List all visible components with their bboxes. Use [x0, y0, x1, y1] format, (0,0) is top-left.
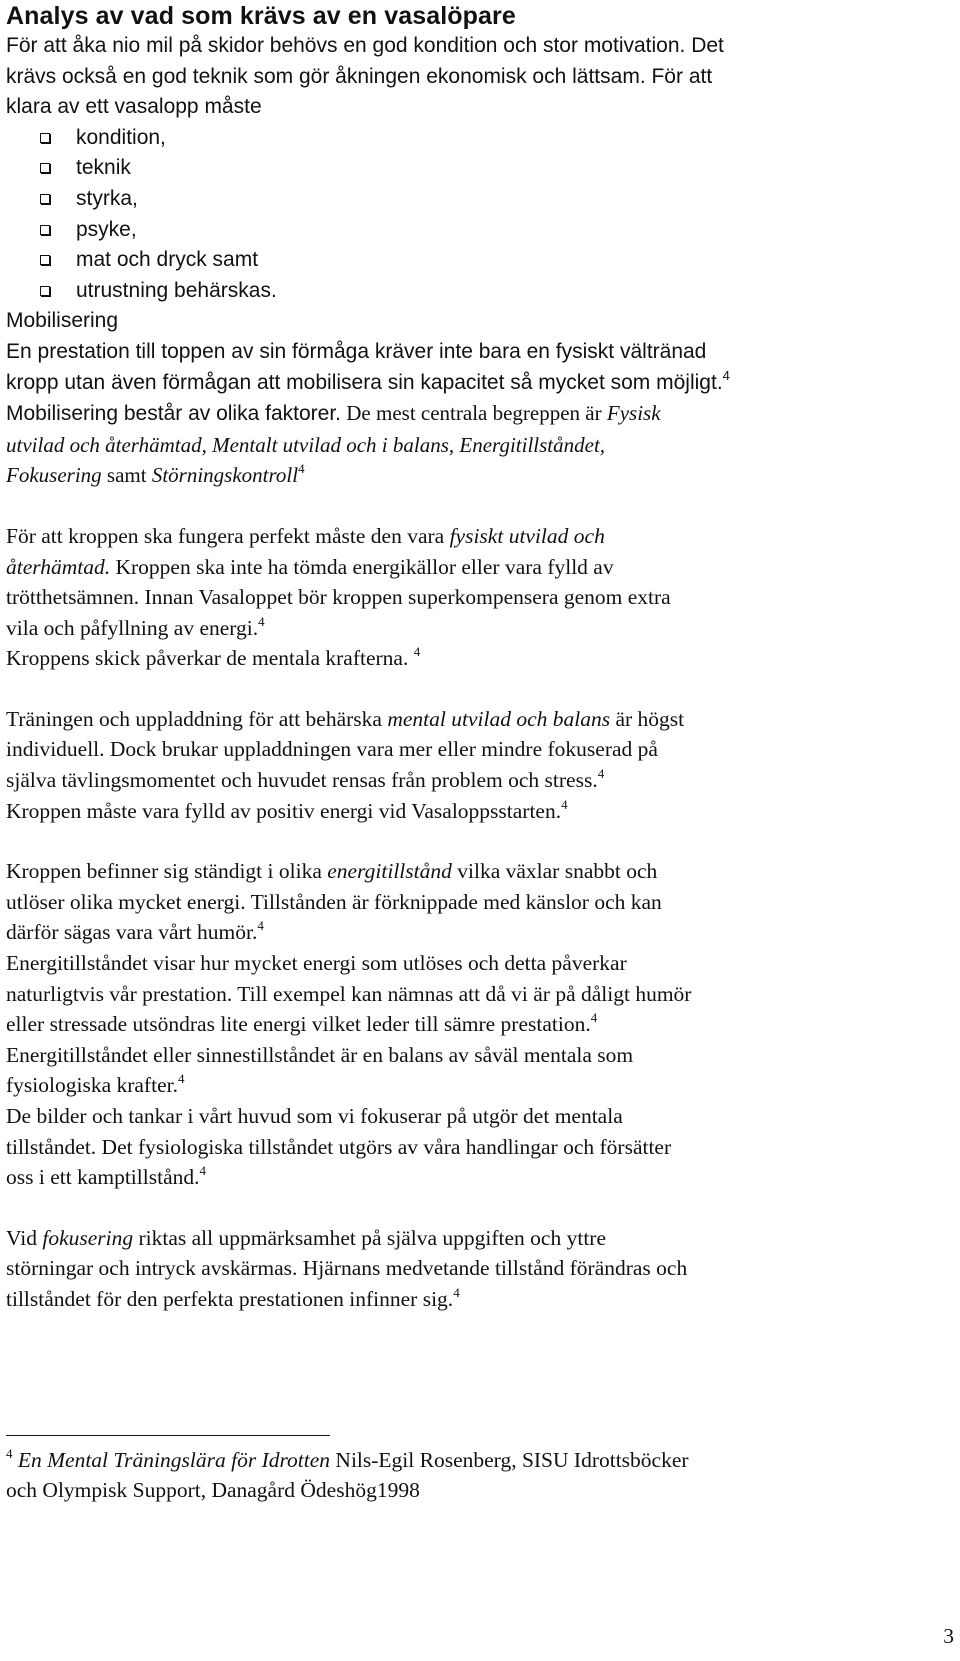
text-span: fysiologiska krafter. — [6, 1073, 178, 1098]
intro-line: För att åka nio mil på skidor behövs en god kondition och stor motivation. Det — [6, 34, 724, 57]
italic-terms-line: utvilad och återhämtad, Mentalt utvilad och i balans, Energitillståndet, — [6, 432, 606, 457]
text-line — [6, 1009, 936, 1040]
intro-line: krävs också en god teknik som gör åkningen ekonomisk och lättsam. För att — [6, 64, 713, 88]
footnote-ref: 4 — [453, 1284, 460, 1300]
checkbox-bullet-icon — [40, 194, 50, 204]
text-line — [6, 704, 936, 735]
text-span: själva tävlingsmomentet och huvudet rensas från problem och stress. — [6, 768, 598, 793]
page-number: 3 — [943, 1624, 954, 1648]
text-span: kropp utan även förmågan att mobilisera sin kapacitet så mycket som möjligt. — [6, 370, 723, 394]
text-line: Energitillståndet visar hur mycket energi som utlöses och detta påverkar — [6, 951, 627, 976]
footnote-ref: 4 — [590, 1010, 598, 1026]
text-span: Vid — [6, 1225, 43, 1250]
list-item — [40, 123, 936, 154]
text-span: eller stressade utsöndras lite energi vilket leder till sämre prestation. — [6, 1012, 591, 1037]
intro-paragraph — [6, 31, 936, 123]
text-line — [6, 917, 936, 948]
text-span: riktas all uppmärksamhet på själva uppgiften och yttre — [133, 1225, 606, 1250]
text-line: tillståndet. Det fysiologiska tillståndet utgörs av våra handlingar och försätter — [6, 1134, 672, 1159]
text-span: Kroppen ska inte ha tömda energikällor eller vara fylld av — [110, 554, 614, 579]
list-item-label: psyke, — [76, 217, 137, 241]
text-line: störningar och intryck avskärmas. Hjärnans medvetande tillstånd förändras och — [6, 1256, 688, 1281]
text-line: utlöser olika mycket energi. Tillstånden är förknippade med känslor och kan — [6, 889, 662, 914]
text-span: vila och påfyllning av energi. — [6, 615, 259, 640]
paragraph-fokusering — [6, 1223, 936, 1315]
footnote-divider — [6, 1435, 330, 1436]
text-span: samt — [101, 463, 152, 488]
text-line: De bilder och tankar i vårt huvud som vi fokuserar på utgör det mentala — [6, 1104, 623, 1128]
section-heading: Mobilisering — [6, 309, 119, 333]
text-line — [6, 368, 936, 399]
italic-term: energitillstånd — [327, 859, 452, 884]
italic-term: Störningskontroll — [151, 463, 299, 488]
footnote-ref: 4 — [298, 461, 305, 477]
checkbox-bullet-icon — [40, 133, 50, 143]
footnote-ref: 4 — [722, 367, 730, 383]
footnote-source: Nils-Egil Rosenberg, SISU Idrottsböcker — [330, 1447, 689, 1472]
list-item-label: teknik — [76, 156, 131, 180]
text-line — [6, 613, 936, 644]
text-line: trötthetsämnen. Innan Vasaloppet bör kroppen superkompensera genom extra — [6, 585, 671, 610]
list-item — [40, 276, 936, 307]
list-item-label: utrustning behärskas. — [76, 278, 277, 302]
paragraph-mental — [6, 704, 936, 826]
checkbox-bullet-icon — [40, 225, 50, 235]
text-line — [6, 643, 936, 674]
text-line: En prestation till toppen av sin förmåga kräver inte bara en fysiskt vältränad — [6, 339, 707, 363]
mobilisering-section — [6, 306, 936, 491]
text-span: därför sägas vara vårt humör. — [6, 920, 258, 945]
list-item-label: kondition, — [76, 125, 166, 149]
spacer — [6, 1315, 936, 1435]
text-line — [6, 398, 936, 430]
text-line — [6, 1223, 936, 1254]
list-item — [40, 245, 936, 276]
text-line — [6, 796, 936, 827]
list-item-label: styrka, — [76, 186, 138, 210]
footnote — [6, 1445, 936, 1505]
checkbox-bullet-icon — [40, 255, 50, 265]
list-item — [40, 153, 936, 184]
text-line: individuell. Dock brukar uppladdningen vara mer eller mindre fokuserad på — [6, 737, 658, 762]
text-span: är högst — [610, 706, 685, 731]
text-span: För att kroppen ska fungera perfekt måste den vara — [6, 523, 450, 548]
footnote-ref: 4 — [597, 766, 605, 782]
text-line — [6, 1070, 936, 1101]
italic-term: Fokusering — [6, 463, 102, 488]
text-span: Kroppen befinner sig ständigt i olika — [6, 859, 328, 884]
spacer — [6, 826, 936, 856]
text-span: Mobilisering består av olika faktorer. — [6, 402, 341, 426]
spacer — [6, 491, 936, 521]
text-line — [6, 521, 936, 552]
checkbox-bullet-icon — [40, 163, 50, 173]
footnote-ref: 4 — [561, 796, 568, 812]
text-span: De mest centrala begreppen är — [341, 401, 607, 426]
spacer — [6, 1193, 936, 1223]
footnote-ref: 4 — [413, 644, 421, 660]
text-line: naturligtvis vår prestation. Till exempel kan nämnas att då vi är på dåligt humör — [6, 981, 692, 1006]
text-line — [6, 1284, 936, 1315]
footnote-ref: 4 — [257, 918, 264, 934]
text-line — [6, 765, 936, 796]
footnote-ref: 4 — [177, 1071, 185, 1087]
requirements-list — [6, 123, 936, 307]
spacer — [6, 674, 936, 704]
italic-term: fokusering — [42, 1225, 134, 1250]
italic-term: fysiskt utvilad och — [449, 523, 605, 548]
list-item — [40, 184, 936, 215]
paragraph-fysisk — [6, 521, 936, 674]
intro-line: klara av ett vasalopp måste — [6, 95, 262, 119]
text-line — [6, 460, 936, 491]
paragraph-energitillstand — [6, 856, 936, 1193]
text-line — [6, 856, 936, 887]
text-span: Kroppen måste vara fylld av positiv energi vid Vasaloppsstarten. — [6, 798, 562, 823]
footnote-line: och Olympisk Support, Danagård Ödeshög1998 — [6, 1477, 420, 1502]
text-line — [6, 552, 936, 583]
text-span: oss i ett kamptillstånd. — [6, 1165, 200, 1190]
italic-term: mental utvilad och balans — [387, 706, 611, 731]
text-line: Energitillståndet eller sinnestillståndet är en balans av såväl mentala som — [6, 1042, 634, 1067]
checkbox-bullet-icon — [40, 286, 50, 296]
text-line — [6, 1162, 936, 1193]
text-span: vilka växlar snabbt och — [451, 859, 658, 884]
list-item — [40, 215, 936, 246]
italic-term: återhämtad. — [6, 554, 111, 579]
document-page — [6, 0, 936, 1505]
footnote-ref: 4 — [258, 613, 265, 629]
text-span: Träningen och uppladdning för att behärska — [6, 706, 388, 731]
text-span: Kroppens skick påverkar de mentala krafterna. — [6, 646, 414, 671]
italic-term: Fysisk — [606, 401, 661, 426]
text-span: tillståndet för den perfekta prestationen infinner sig. — [6, 1286, 454, 1311]
page-title: Analys av vad som krävs av en vasalöpare — [6, 2, 516, 30]
footnote-title: En Mental Träningslära för Idrotten — [17, 1447, 331, 1472]
list-item-label: mat och dryck samt — [76, 248, 259, 272]
footnote-ref: 4 — [199, 1163, 206, 1179]
footnote-line — [6, 1445, 936, 1475]
footnote-number: 4 — [6, 1445, 13, 1461]
